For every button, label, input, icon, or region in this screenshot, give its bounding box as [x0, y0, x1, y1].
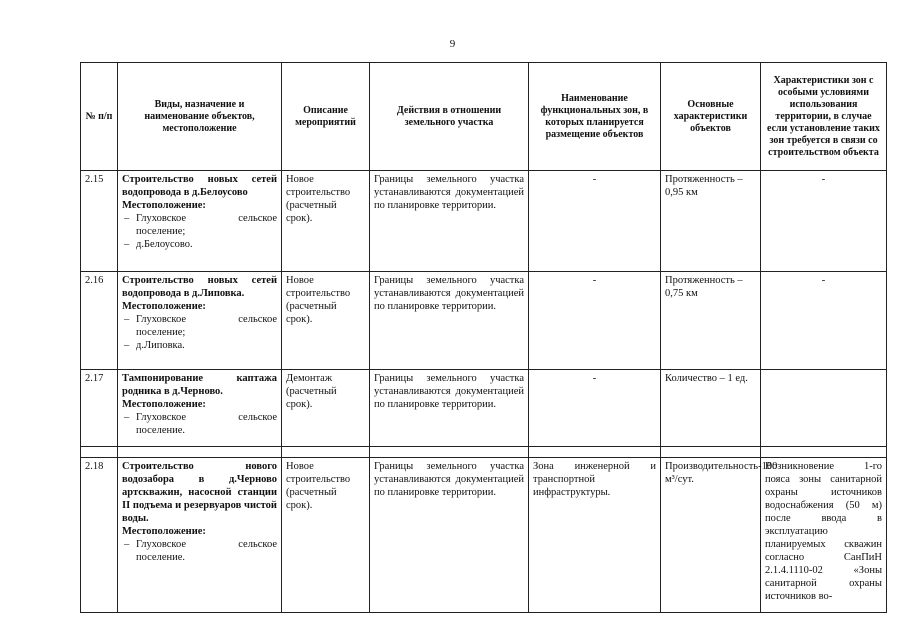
row-zone: Зона инженерной и транспортной инфраструктуры. — [529, 458, 661, 613]
header-num: № п/п — [81, 63, 118, 171]
row-object — [118, 370, 282, 447]
object-title: Строительство новых сетей водопровода в д.Белоусово — [122, 174, 277, 198]
table-row — [81, 171, 887, 272]
page-number: 9 — [449, 38, 456, 50]
header-object: Виды, назначение и наименование объектов, местоположение — [118, 63, 282, 171]
row-description: Новое строительство (расчетный срок). — [282, 272, 370, 370]
location-item: – д.Белоусово. — [122, 238, 277, 251]
object-title: Строительство нового водозабора в д.Черново артскважин, насосной станции II подъема и резервуаров чистой воды. — [122, 461, 277, 524]
row-special: - — [761, 272, 887, 370]
row-description: Демонтаж (расчетный срок). — [282, 370, 370, 447]
location-item: – Глуховское сельское поселение; — [122, 212, 277, 238]
location-label: Местоположение: — [122, 399, 206, 410]
location-list — [122, 212, 277, 251]
header-special: Характеристики зон с особыми условиями использования территории, в случае если установление таких зон требуется в связи со строительством объекта — [761, 63, 887, 171]
row-object — [118, 458, 282, 613]
row-zone: - — [529, 272, 661, 370]
row-characteristics: Производительность-100 м³/сут. — [661, 458, 761, 613]
location-item: – д.Липовка. — [122, 339, 277, 352]
row-characteristics: Протяженность – 0,95 км — [661, 171, 761, 272]
location-list — [122, 313, 277, 352]
location-item: – Глуховское сельское поселение; — [122, 313, 277, 339]
row-description: Новое строительство (расчетный срок). — [282, 171, 370, 272]
row-object — [118, 171, 282, 272]
location-label: Местоположение: — [122, 526, 206, 537]
header-actions: Действия в отношении земельного участка — [370, 63, 529, 171]
table-row — [81, 370, 887, 447]
row-actions: Границы земельного участка устанавливаются документацией по планировке территории. — [370, 458, 529, 613]
row-num: 2.18 — [81, 458, 118, 613]
location-list — [122, 411, 277, 437]
row-special — [761, 370, 887, 447]
row-actions: Границы земельного участка устанавливаются документацией по планировке территории. — [370, 171, 529, 272]
row-special: Возникновение 1-го пояса зоны санитарной охраны источников водоснабжения (50 м) после ввода в эксплуатацию планируемых скважин согласно СанПиН 2.1.4.1110-02 «Зоны санитарной охраны источников во- — [761, 458, 887, 613]
header-description: Описание мероприятий — [282, 63, 370, 171]
row-actions: Границы земельного участка устанавливаются документацией по планировке территории. — [370, 370, 529, 447]
location-label: Местоположение: — [122, 301, 206, 312]
table-row — [81, 458, 887, 613]
table-row — [81, 272, 887, 370]
row-zone: - — [529, 370, 661, 447]
object-title: Тампонирование каптажа родника в д.Черново. — [122, 373, 277, 397]
row-actions: Границы земельного участка устанавливаются документацией по планировке территории. — [370, 272, 529, 370]
location-item: – Глуховское сельское поселение. — [122, 411, 277, 437]
location-list — [122, 538, 277, 564]
row-num: 2.17 — [81, 370, 118, 447]
row-num: 2.16 — [81, 272, 118, 370]
table-spacer-row — [81, 447, 887, 458]
row-special: - — [761, 171, 887, 272]
row-description: Новое строительство (расчетный срок). — [282, 458, 370, 613]
location-label: Местоположение: — [122, 200, 206, 211]
row-object — [118, 272, 282, 370]
row-characteristics: Протяженность – 0,75 км — [661, 272, 761, 370]
table-header-row — [81, 63, 887, 171]
row-zone: - — [529, 171, 661, 272]
row-characteristics: Количество – 1 ед. — [661, 370, 761, 447]
header-zones: Наименование функциональных зон, в которых планируется размещение объектов — [529, 63, 661, 171]
objects-table — [80, 62, 887, 613]
object-title: Строительство новых сетей водопровода в д.Липовка. — [122, 275, 277, 299]
header-characteristics: Основные характеристики объектов — [661, 63, 761, 171]
location-item: – Глуховское сельское поселение. — [122, 538, 277, 564]
row-num: 2.15 — [81, 171, 118, 272]
